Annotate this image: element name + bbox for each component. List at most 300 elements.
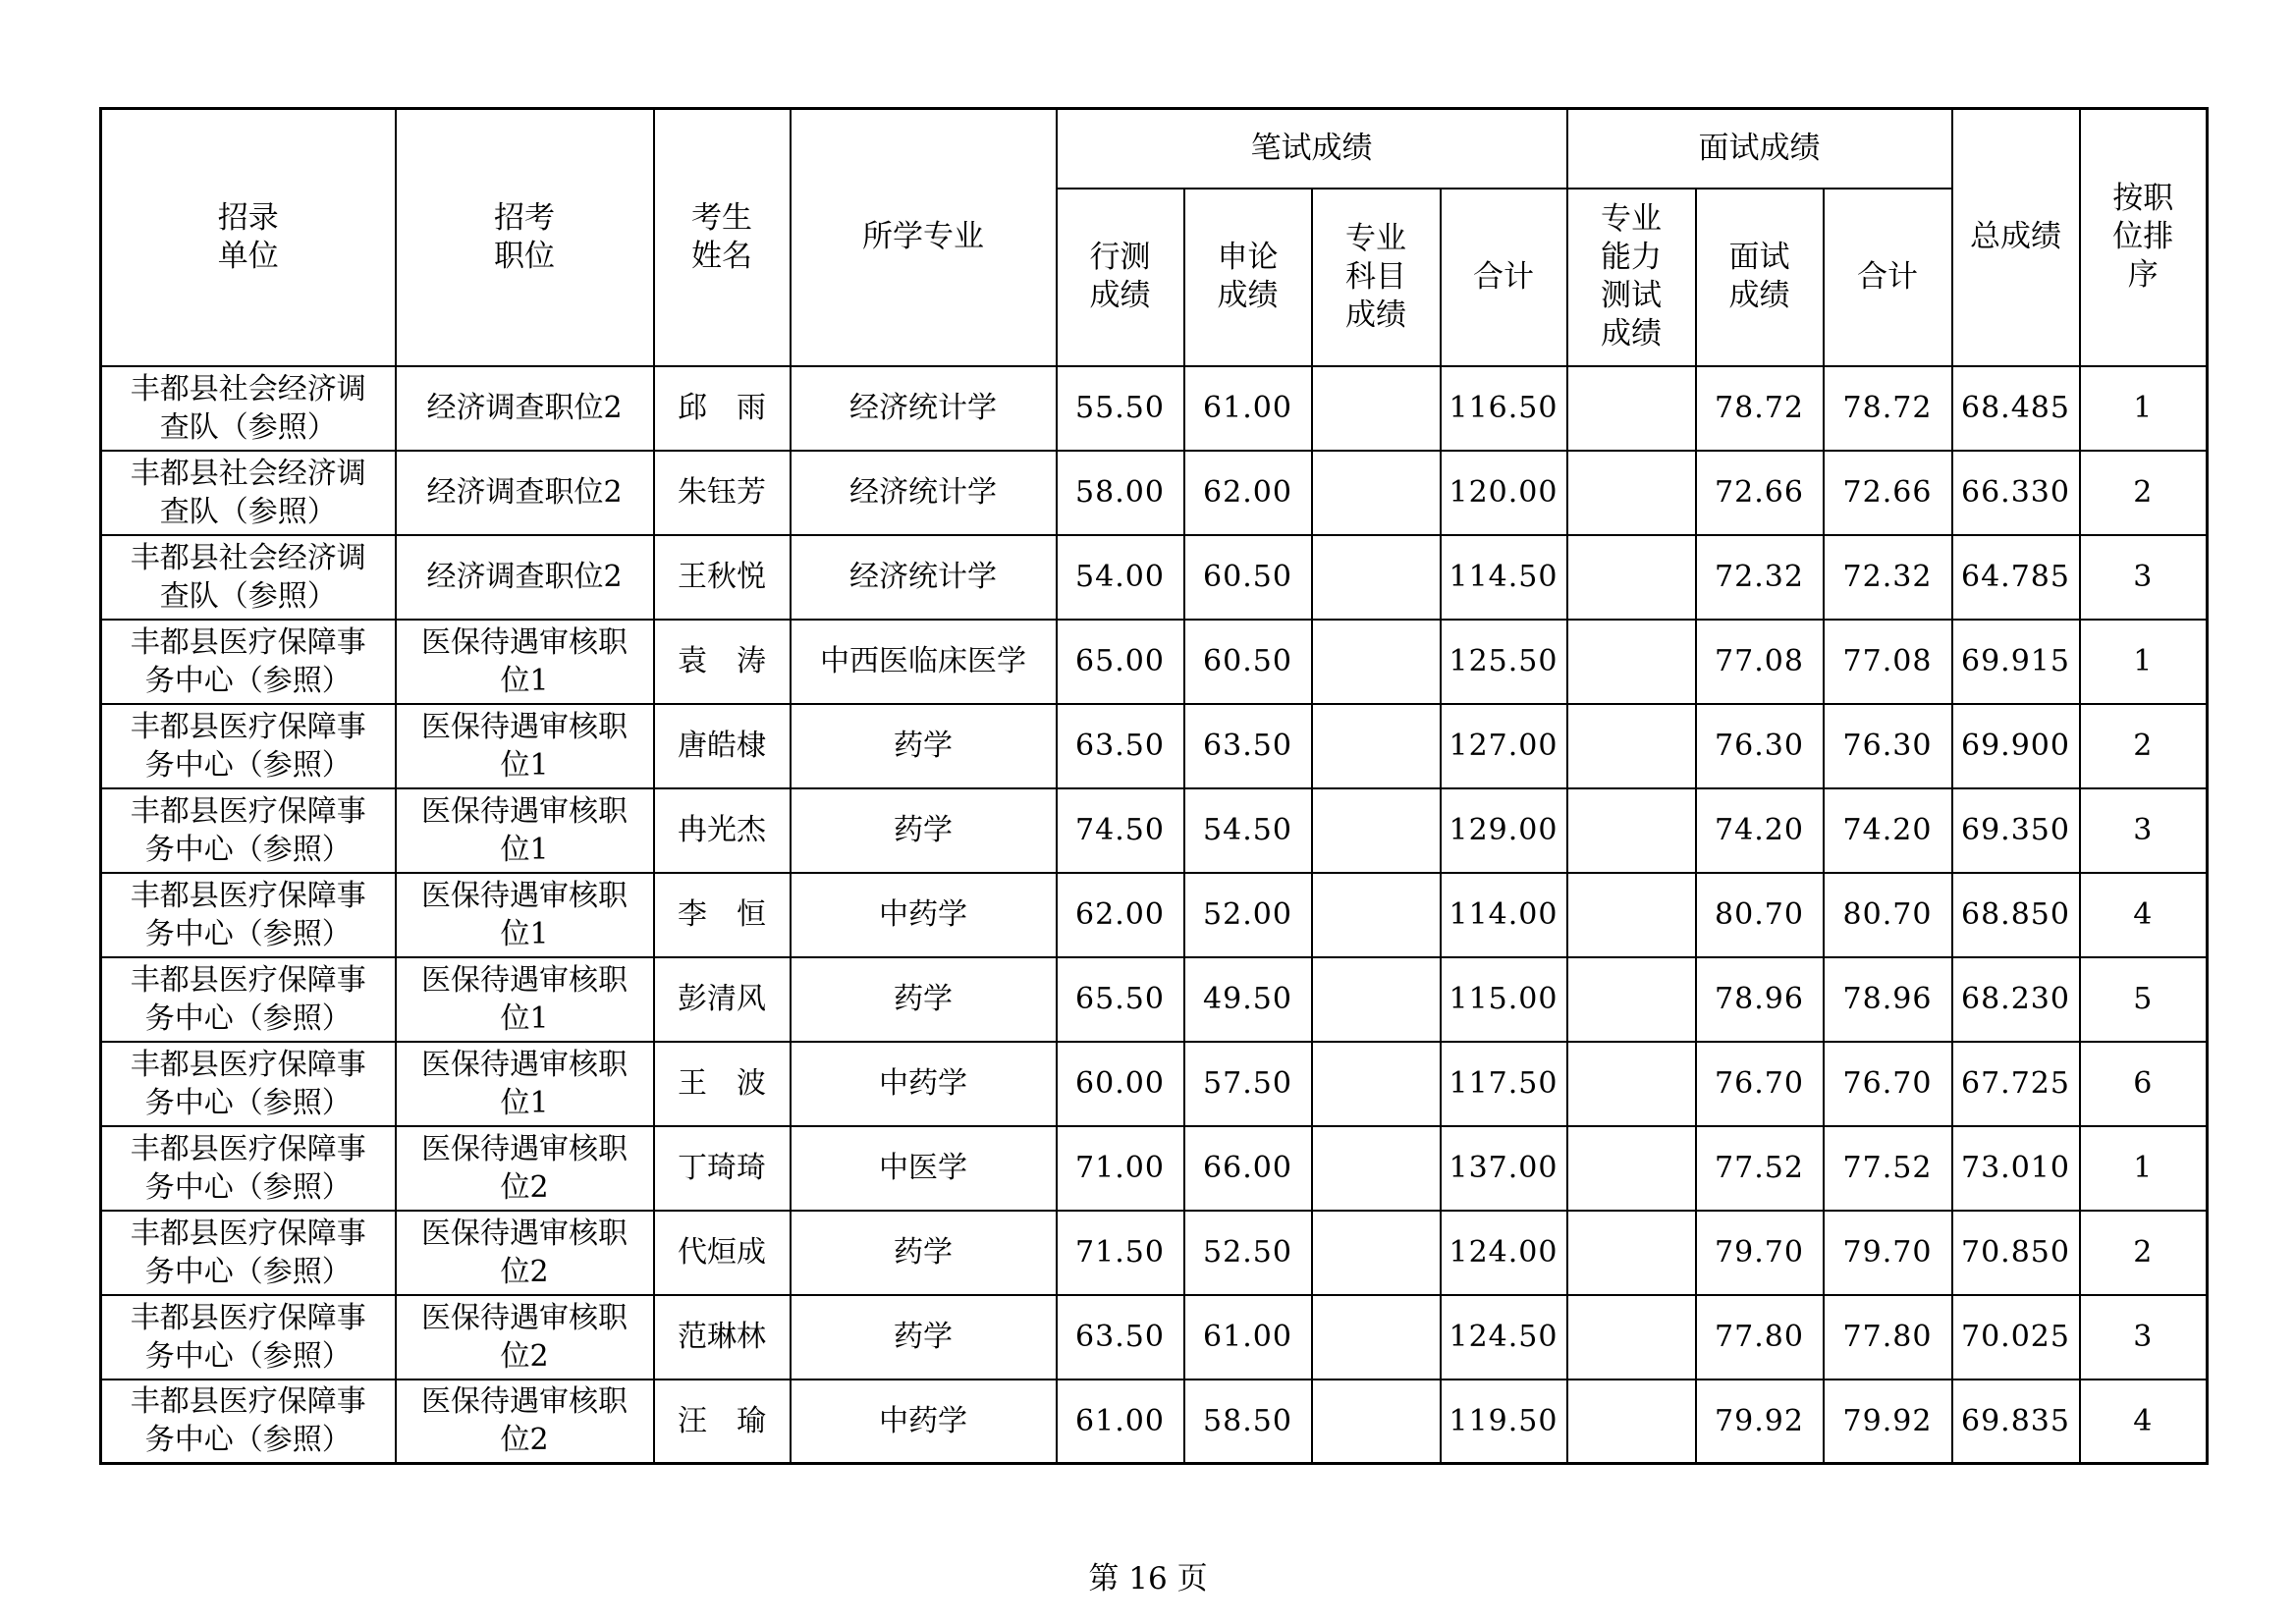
shenlun-text: 63.50 xyxy=(1203,729,1292,763)
interview-total-text: 74.20 xyxy=(1842,813,1933,847)
name-text: 丁琦琦 xyxy=(678,1151,766,1185)
cell-interview xyxy=(1696,366,1824,451)
cell-rank xyxy=(2080,957,2208,1042)
header-ability: 专业 能力 测试 成绩 xyxy=(1567,189,1696,366)
header-total: 总成绩 xyxy=(1952,109,2080,366)
cell-interview xyxy=(1696,620,1824,704)
unit-text: 丰都县医疗保障事 务中心（参照） xyxy=(130,962,366,1036)
cell-subject xyxy=(1312,1295,1441,1380)
cell-major xyxy=(791,957,1057,1042)
major-text: 药学 xyxy=(894,982,953,1016)
shenlun-text: 57.50 xyxy=(1203,1066,1292,1101)
cell-subject xyxy=(1312,788,1441,873)
name-text: 范琳林 xyxy=(678,1320,766,1354)
cell-xingce xyxy=(1057,1126,1184,1211)
written-total-text: 124.00 xyxy=(1449,1235,1558,1270)
cell-unit xyxy=(101,1295,396,1380)
cell-name xyxy=(654,1126,791,1211)
name-text: 朱钰芳 xyxy=(678,475,766,510)
written-total-text: 117.50 xyxy=(1449,1066,1558,1101)
shenlun-text: 61.00 xyxy=(1203,1320,1292,1354)
total-text: 66.330 xyxy=(1961,475,2070,510)
position-text: 医保待遇审核职 位1 xyxy=(421,1047,628,1120)
table-row xyxy=(101,873,2208,957)
cell-name xyxy=(654,873,791,957)
position-text: 医保待遇审核职 位1 xyxy=(421,962,628,1036)
header-rank: 按职 位排 序 xyxy=(2080,109,2208,366)
cell-shenlun xyxy=(1184,1042,1312,1126)
cell-subject xyxy=(1312,451,1441,535)
cell-written-total xyxy=(1441,1042,1567,1126)
interview-total-text: 80.70 xyxy=(1842,897,1933,932)
xingce-text: 55.50 xyxy=(1075,391,1165,425)
total-text: 73.010 xyxy=(1961,1151,2070,1185)
major-text: 中药学 xyxy=(879,1066,967,1101)
table-row xyxy=(101,535,2208,620)
xingce-text: 63.50 xyxy=(1075,729,1165,763)
cell-name xyxy=(654,1042,791,1126)
interview-text: 78.72 xyxy=(1715,391,1804,425)
cell-total xyxy=(1952,957,2080,1042)
cell-unit xyxy=(101,873,396,957)
cell-name xyxy=(654,1295,791,1380)
cell-unit xyxy=(101,620,396,704)
cell-interview-total xyxy=(1824,1380,1952,1464)
cell-xingce xyxy=(1057,788,1184,873)
written-total-text: 124.50 xyxy=(1449,1320,1558,1354)
cell-written-total xyxy=(1441,1211,1567,1295)
cell-subject xyxy=(1312,620,1441,704)
xingce-text: 74.50 xyxy=(1075,813,1165,847)
rank-text: 2 xyxy=(2133,729,2154,763)
total-text: 69.835 xyxy=(1961,1403,2070,1438)
cell-written-total xyxy=(1441,873,1567,957)
unit-text: 丰都县医疗保障事 务中心（参照） xyxy=(130,1384,366,1458)
header-subject: 专业 科目 成绩 xyxy=(1312,189,1441,366)
major-text: 药学 xyxy=(894,729,953,763)
cell-interview xyxy=(1696,873,1824,957)
major-text: 经济统计学 xyxy=(849,475,997,510)
cell-xingce xyxy=(1057,1042,1184,1126)
cell-position xyxy=(396,620,654,704)
cell-major xyxy=(791,620,1057,704)
xingce-text: 61.00 xyxy=(1075,1403,1165,1438)
unit-text: 丰都县医疗保障事 务中心（参照） xyxy=(130,709,366,783)
position-text: 医保待遇审核职 位1 xyxy=(421,709,628,783)
cell-name xyxy=(654,1211,791,1295)
written-total-text: 116.50 xyxy=(1449,391,1558,425)
cell-unit xyxy=(101,1126,396,1211)
cell-subject xyxy=(1312,1380,1441,1464)
header-written-total: 合计 xyxy=(1441,189,1567,366)
cell-shenlun xyxy=(1184,1295,1312,1380)
cell-interview-total xyxy=(1824,535,1952,620)
header-interview: 面试 成绩 xyxy=(1696,189,1824,366)
interview-total-text: 78.96 xyxy=(1842,982,1933,1016)
cell-shenlun xyxy=(1184,620,1312,704)
cell-xingce xyxy=(1057,620,1184,704)
cell-ability xyxy=(1567,1126,1696,1211)
interview-text: 72.66 xyxy=(1715,475,1804,510)
cell-name xyxy=(654,451,791,535)
total-text: 64.785 xyxy=(1961,560,2070,594)
header-interview-total: 合计 xyxy=(1824,189,1952,366)
interview-text: 76.30 xyxy=(1715,729,1804,763)
major-text: 中医学 xyxy=(879,1151,967,1185)
xingce-text: 63.50 xyxy=(1075,1320,1165,1354)
total-text: 70.025 xyxy=(1961,1320,2070,1354)
cell-subject xyxy=(1312,1042,1441,1126)
cell-shenlun xyxy=(1184,1211,1312,1295)
rank-text: 3 xyxy=(2133,560,2154,594)
cell-unit xyxy=(101,1042,396,1126)
cell-total xyxy=(1952,788,2080,873)
cell-subject xyxy=(1312,957,1441,1042)
cell-written-total xyxy=(1441,1126,1567,1211)
page-number: 第 16 页 xyxy=(1088,1561,1208,1596)
cell-xingce xyxy=(1057,366,1184,451)
cell-ability xyxy=(1567,535,1696,620)
cell-ability xyxy=(1567,1211,1696,1295)
cell-total xyxy=(1952,1042,2080,1126)
cell-rank xyxy=(2080,451,2208,535)
cell-shenlun xyxy=(1184,451,1312,535)
position-text: 经济调查职位2 xyxy=(426,560,623,594)
rank-text: 4 xyxy=(2133,1403,2154,1438)
major-text: 药学 xyxy=(894,1320,953,1354)
cell-subject xyxy=(1312,1211,1441,1295)
table-body xyxy=(101,366,2208,1464)
cell-xingce xyxy=(1057,957,1184,1042)
unit-text: 丰都县医疗保障事 务中心（参照） xyxy=(130,1216,366,1289)
cell-interview xyxy=(1696,1295,1824,1380)
cell-interview-total xyxy=(1824,620,1952,704)
cell-interview-total xyxy=(1824,788,1952,873)
xingce-text: 58.00 xyxy=(1075,475,1165,510)
interview-text: 72.32 xyxy=(1715,560,1804,594)
cell-position xyxy=(396,873,654,957)
xingce-text: 60.00 xyxy=(1075,1066,1165,1101)
name-text: 冉光杰 xyxy=(678,813,766,847)
cell-xingce xyxy=(1057,873,1184,957)
cell-name xyxy=(654,788,791,873)
name-text: 邱 雨 xyxy=(678,391,766,425)
interview-total-text: 77.08 xyxy=(1842,644,1933,678)
cell-total xyxy=(1952,1211,2080,1295)
major-text: 中药学 xyxy=(879,897,967,932)
cell-rank xyxy=(2080,1042,2208,1126)
cell-unit xyxy=(101,1211,396,1295)
cell-major xyxy=(791,788,1057,873)
cell-interview xyxy=(1696,1126,1824,1211)
total-text: 67.725 xyxy=(1961,1066,2070,1101)
table-row xyxy=(101,1380,2208,1464)
shenlun-text: 60.50 xyxy=(1203,560,1292,594)
cell-xingce xyxy=(1057,704,1184,788)
cell-subject xyxy=(1312,704,1441,788)
header-name: 考生 姓名 xyxy=(654,109,791,366)
cell-position xyxy=(396,535,654,620)
total-text: 68.485 xyxy=(1961,391,2070,425)
cell-major xyxy=(791,704,1057,788)
written-total-text: 120.00 xyxy=(1449,475,1558,510)
name-text: 唐皓棣 xyxy=(678,729,766,763)
cell-written-total xyxy=(1441,620,1567,704)
cell-interview xyxy=(1696,1380,1824,1464)
cell-total xyxy=(1952,1295,2080,1380)
interview-total-text: 79.70 xyxy=(1842,1235,1933,1270)
xingce-text: 62.00 xyxy=(1075,897,1165,932)
cell-total xyxy=(1952,620,2080,704)
major-text: 药学 xyxy=(894,1235,953,1270)
header-xingce: 行测 成绩 xyxy=(1057,189,1184,366)
cell-ability xyxy=(1567,957,1696,1042)
cell-name xyxy=(654,366,791,451)
cell-total xyxy=(1952,535,2080,620)
cell-ability xyxy=(1567,451,1696,535)
cell-written-total xyxy=(1441,1295,1567,1380)
written-total-text: 129.00 xyxy=(1449,813,1558,847)
name-text: 彭清风 xyxy=(678,982,766,1016)
major-text: 药学 xyxy=(894,813,953,847)
position-text: 经济调查职位2 xyxy=(426,391,623,425)
cell-name xyxy=(654,1380,791,1464)
cell-ability xyxy=(1567,366,1696,451)
cell-position xyxy=(396,1042,654,1126)
cell-ability xyxy=(1567,704,1696,788)
interview-text: 77.08 xyxy=(1715,644,1804,678)
xingce-text: 71.00 xyxy=(1075,1151,1165,1185)
cell-interview-total xyxy=(1824,957,1952,1042)
total-text: 69.350 xyxy=(1961,813,2070,847)
unit-text: 丰都县医疗保障事 务中心（参照） xyxy=(130,793,366,867)
total-text: 69.915 xyxy=(1961,644,2070,678)
unit-text: 丰都县医疗保障事 务中心（参照） xyxy=(130,1300,366,1374)
table-row xyxy=(101,1126,2208,1211)
written-total-text: 125.50 xyxy=(1449,644,1558,678)
cell-written-total xyxy=(1441,1380,1567,1464)
shenlun-text: 66.00 xyxy=(1203,1151,1292,1185)
cell-shenlun xyxy=(1184,957,1312,1042)
interview-text: 76.70 xyxy=(1715,1066,1804,1101)
total-text: 68.850 xyxy=(1961,897,2070,932)
unit-text: 丰都县社会经济调 查队（参照） xyxy=(130,371,366,445)
cell-written-total xyxy=(1441,535,1567,620)
cell-interview-total xyxy=(1824,366,1952,451)
xingce-text: 65.00 xyxy=(1075,644,1165,678)
cell-shenlun xyxy=(1184,788,1312,873)
cell-subject xyxy=(1312,1126,1441,1211)
cell-ability xyxy=(1567,788,1696,873)
cell-xingce xyxy=(1057,1380,1184,1464)
name-text: 代烜成 xyxy=(678,1235,766,1270)
cell-position xyxy=(396,1295,654,1380)
written-total-text: 114.00 xyxy=(1449,897,1558,932)
interview-text: 79.70 xyxy=(1715,1235,1804,1270)
unit-text: 丰都县医疗保障事 务中心（参照） xyxy=(130,1047,366,1120)
cell-position xyxy=(396,1380,654,1464)
written-total-text: 127.00 xyxy=(1449,729,1558,763)
interview-total-text: 72.66 xyxy=(1842,475,1933,510)
cell-xingce xyxy=(1057,1295,1184,1380)
position-text: 医保待遇审核职 位2 xyxy=(421,1384,628,1458)
cell-total xyxy=(1952,873,2080,957)
rank-text: 6 xyxy=(2133,1066,2154,1101)
rank-text: 1 xyxy=(2133,391,2154,425)
rank-text: 5 xyxy=(2133,982,2154,1016)
position-text: 医保待遇审核职 位1 xyxy=(421,878,628,951)
xingce-text: 71.50 xyxy=(1075,1235,1165,1270)
cell-interview-total xyxy=(1824,1042,1952,1126)
cell-ability xyxy=(1567,1380,1696,1464)
name-text: 王 波 xyxy=(678,1066,766,1101)
shenlun-text: 54.50 xyxy=(1203,813,1292,847)
cell-xingce xyxy=(1057,451,1184,535)
cell-rank xyxy=(2080,1295,2208,1380)
cell-shenlun xyxy=(1184,1126,1312,1211)
cell-name xyxy=(654,620,791,704)
cell-interview-total xyxy=(1824,873,1952,957)
written-total-text: 137.00 xyxy=(1449,1151,1558,1185)
cell-shenlun xyxy=(1184,535,1312,620)
cell-rank xyxy=(2080,1380,2208,1464)
cell-ability xyxy=(1567,1295,1696,1380)
major-text: 经济统计学 xyxy=(849,391,997,425)
shenlun-text: 58.50 xyxy=(1203,1403,1292,1438)
total-text: 70.850 xyxy=(1961,1235,2070,1270)
cell-ability xyxy=(1567,1042,1696,1126)
cell-xingce xyxy=(1057,1211,1184,1295)
cell-major xyxy=(791,873,1057,957)
rank-text: 3 xyxy=(2133,1320,2154,1354)
rank-text: 1 xyxy=(2133,1151,2154,1185)
cell-written-total xyxy=(1441,957,1567,1042)
cell-written-total xyxy=(1441,366,1567,451)
cell-unit xyxy=(101,704,396,788)
cell-unit xyxy=(101,451,396,535)
cell-total xyxy=(1952,366,2080,451)
position-text: 医保待遇审核职 位2 xyxy=(421,1131,628,1205)
cell-major xyxy=(791,1295,1057,1380)
cell-interview-total xyxy=(1824,1126,1952,1211)
cell-total xyxy=(1952,1126,2080,1211)
header-interview-group: 面试成绩 xyxy=(1567,109,1952,189)
cell-shenlun xyxy=(1184,1380,1312,1464)
cell-interview xyxy=(1696,704,1824,788)
cell-major xyxy=(791,366,1057,451)
interview-text: 77.80 xyxy=(1715,1320,1804,1354)
cell-interview xyxy=(1696,957,1824,1042)
total-text: 68.230 xyxy=(1961,982,2070,1016)
cell-position xyxy=(396,1126,654,1211)
rank-text: 4 xyxy=(2133,897,2154,932)
table-row xyxy=(101,704,2208,788)
cell-unit xyxy=(101,535,396,620)
cell-major xyxy=(791,1042,1057,1126)
header-major: 所学专业 xyxy=(791,109,1057,366)
interview-text: 78.96 xyxy=(1715,982,1804,1016)
table-row xyxy=(101,1211,2208,1295)
name-text: 王秋悦 xyxy=(678,560,766,594)
cell-shenlun xyxy=(1184,366,1312,451)
cell-rank xyxy=(2080,620,2208,704)
cell-total xyxy=(1952,1380,2080,1464)
xingce-text: 54.00 xyxy=(1075,560,1165,594)
cell-written-total xyxy=(1441,704,1567,788)
cell-ability xyxy=(1567,873,1696,957)
interview-total-text: 78.72 xyxy=(1842,391,1933,425)
xingce-text: 65.50 xyxy=(1075,982,1165,1016)
position-text: 医保待遇审核职 位2 xyxy=(421,1216,628,1289)
unit-text: 丰都县医疗保障事 务中心（参照） xyxy=(130,1131,366,1205)
unit-text: 丰都县医疗保障事 务中心（参照） xyxy=(130,878,366,951)
table-row xyxy=(101,620,2208,704)
written-total-text: 115.00 xyxy=(1449,982,1558,1016)
position-text: 医保待遇审核职 位1 xyxy=(421,624,628,698)
cell-interview xyxy=(1696,1042,1824,1126)
major-text: 中西医临床医学 xyxy=(820,644,1026,678)
cell-rank xyxy=(2080,788,2208,873)
major-text: 中药学 xyxy=(879,1403,967,1438)
table-row xyxy=(101,451,2208,535)
cell-rank xyxy=(2080,1211,2208,1295)
cell-position xyxy=(396,366,654,451)
cell-name xyxy=(654,704,791,788)
cell-written-total xyxy=(1441,451,1567,535)
cell-interview xyxy=(1696,535,1824,620)
cell-position xyxy=(396,451,654,535)
cell-position xyxy=(396,704,654,788)
name-text: 汪 瑜 xyxy=(678,1403,766,1438)
cell-position xyxy=(396,788,654,873)
score-table xyxy=(99,107,2209,1465)
written-total-text: 119.50 xyxy=(1449,1403,1558,1438)
cell-shenlun xyxy=(1184,873,1312,957)
interview-text: 79.92 xyxy=(1715,1403,1804,1438)
position-text: 医保待遇审核职 位2 xyxy=(421,1300,628,1374)
table-row xyxy=(101,1295,2208,1380)
cell-interview-total xyxy=(1824,1295,1952,1380)
cell-xingce xyxy=(1057,535,1184,620)
interview-total-text: 72.32 xyxy=(1842,560,1933,594)
rank-text: 1 xyxy=(2133,644,2154,678)
cell-rank xyxy=(2080,873,2208,957)
cell-subject xyxy=(1312,366,1441,451)
rank-text: 2 xyxy=(2133,475,2154,510)
cell-unit xyxy=(101,788,396,873)
major-text: 经济统计学 xyxy=(849,560,997,594)
interview-total-text: 77.80 xyxy=(1842,1320,1933,1354)
cell-rank xyxy=(2080,535,2208,620)
cell-rank xyxy=(2080,704,2208,788)
cell-name xyxy=(654,957,791,1042)
header-shenlun: 申论 成绩 xyxy=(1184,189,1312,366)
interview-text: 74.20 xyxy=(1715,813,1804,847)
cell-position xyxy=(396,1211,654,1295)
interview-total-text: 77.52 xyxy=(1842,1151,1933,1185)
cell-interview xyxy=(1696,788,1824,873)
cell-unit xyxy=(101,957,396,1042)
cell-total xyxy=(1952,704,2080,788)
header-position: 招考 职位 xyxy=(396,109,654,366)
cell-written-total xyxy=(1441,788,1567,873)
cell-name xyxy=(654,535,791,620)
cell-position xyxy=(396,957,654,1042)
unit-text: 丰都县社会经济调 查队（参照） xyxy=(130,456,366,529)
cell-interview xyxy=(1696,1211,1824,1295)
position-text: 医保待遇审核职 位1 xyxy=(421,793,628,867)
cell-interview-total xyxy=(1824,451,1952,535)
